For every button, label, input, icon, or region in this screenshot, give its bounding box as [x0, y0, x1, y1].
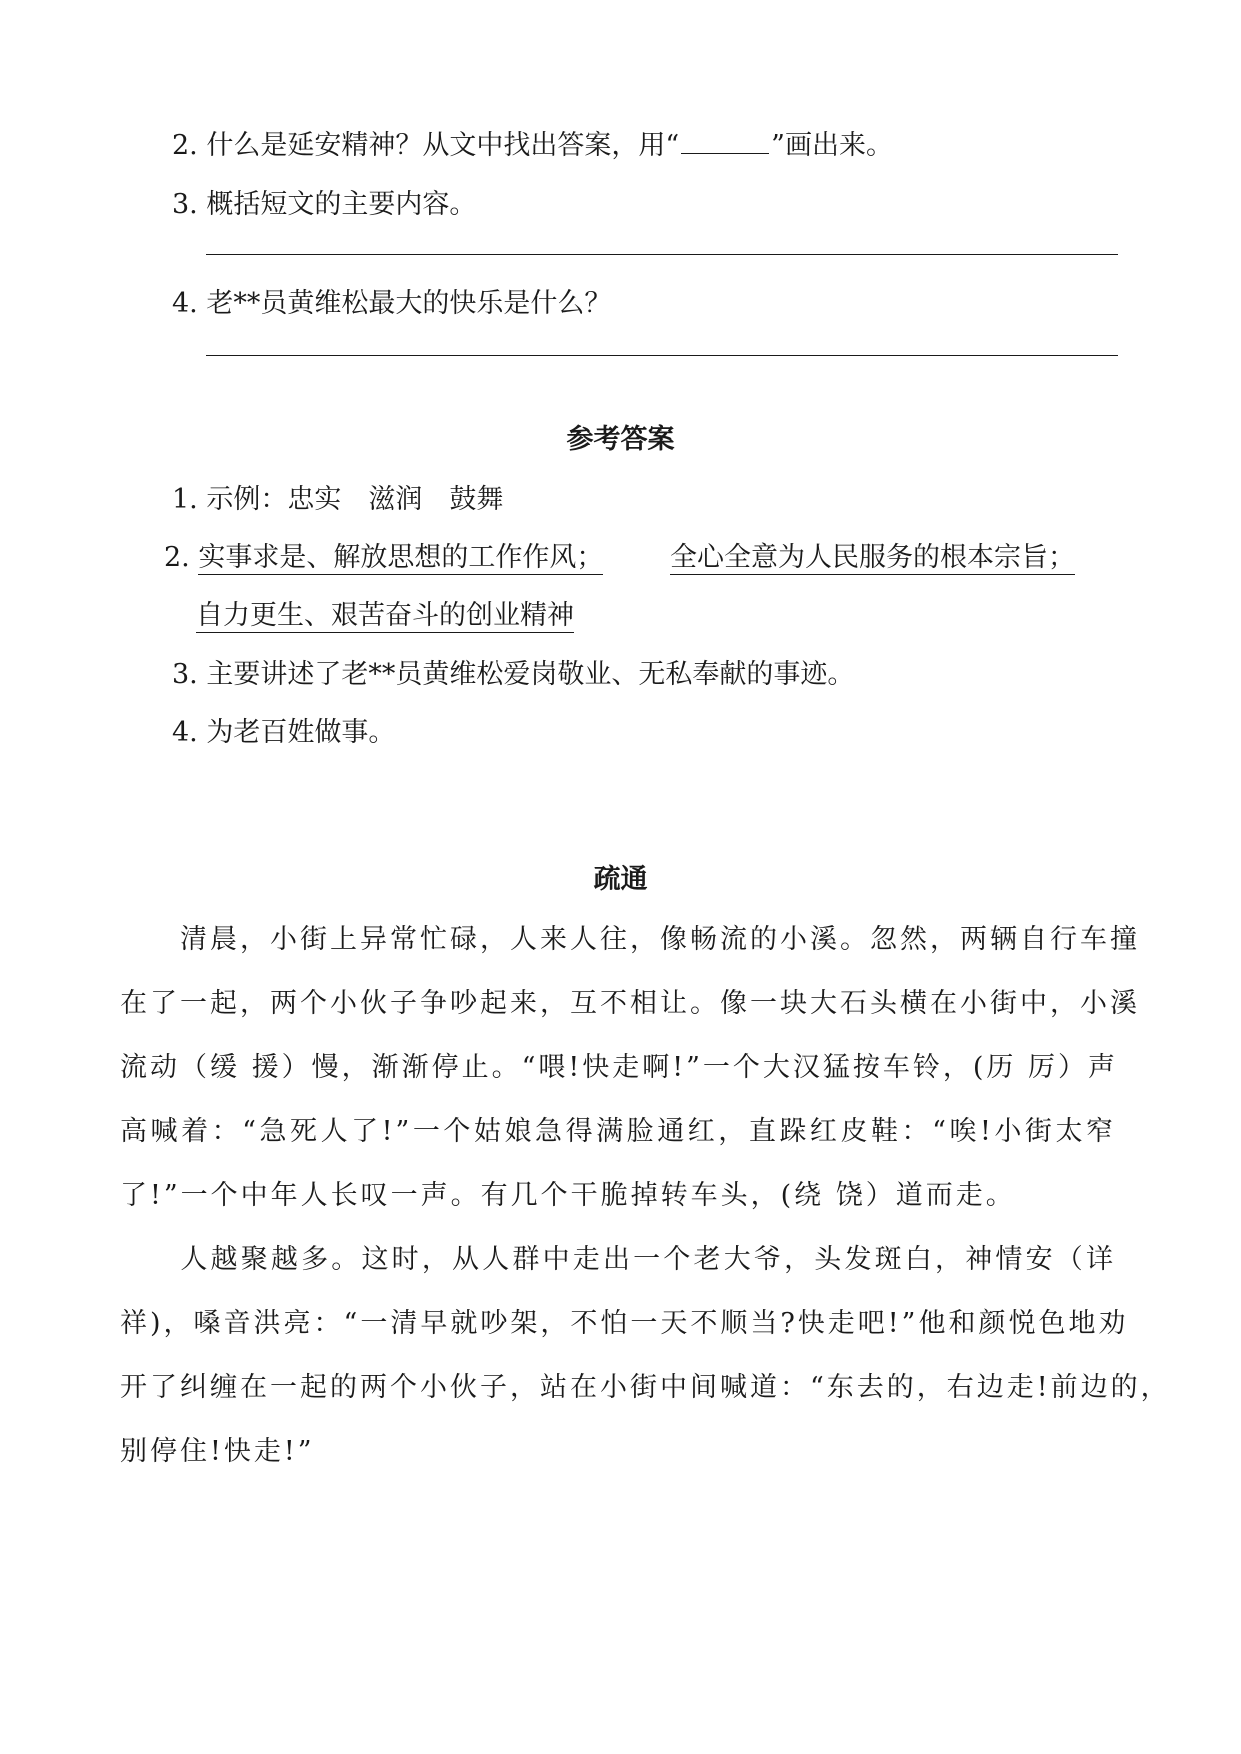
answer-1: 1. 示例：忠实 滋润 鼓舞 [172, 484, 504, 515]
answer-line-q4 [206, 355, 1118, 356]
paragraph-2-line: 人越聚越多。这时，从人群中走出一个老大爷，头发斑白，神情安（详 [120, 1244, 1116, 1275]
question-2-suffix: ”画出来。 [771, 130, 893, 161]
paragraph-1-line: 清晨，小街上异常忙碌，人来人往，像畅流的小溪。忽然，两辆自行车撞 [120, 924, 1140, 955]
answer-2-part-1: 实事求是、解放思想的工作作风； [198, 542, 604, 573]
paragraph-2-line: 祥)，嗓音洪亮：“一清早就吵架，不怕一天不顺当?快走吧!”他和颜悦色地劝 [120, 1308, 1129, 1339]
paragraph-1-line: 在了一起，两个小伙子争吵起来，互不相让。像一块大石头横在小街中，小溪 [120, 988, 1140, 1019]
passage-paragraph-1 [120, 908, 1140, 1228]
answer-2-number: 2. [164, 542, 190, 573]
answer-line-q3 [206, 254, 1118, 255]
paragraph-1-line: 高喊着：“急死人了!”一个姑娘急得满脸通红，直跺红皮鞋：“唉!小街太窄 [120, 1116, 1116, 1147]
answer-3: 3. 主要讲述了老**员黄维松爱岗敬业、无私奉献的事迹。 [172, 659, 855, 690]
answer-2-part-2: 全心全意为人民服务的根本宗旨； [670, 542, 1075, 573]
answer-2-part-3-line [196, 596, 574, 636]
question-4: 4. 老**员黄维松最大的快乐是什么？ [172, 288, 612, 319]
answer-blank-line [681, 129, 769, 154]
paragraph-2-line: 开了纠缠在一起的两个小伙子，站在小街中间喊道：“东去的，右边走!前边的， [120, 1372, 1171, 1403]
answer-2-part-2-line [670, 538, 1075, 578]
question-2-prefix: 2. 什么是延安精神？从文中找出答案，用“ [172, 130, 680, 161]
answer-key-title: 参考答案 [566, 424, 675, 455]
answer-2 [164, 538, 603, 578]
passage-title: 疏通 [593, 864, 648, 895]
question-3: 3. 概括短文的主要内容。 [172, 189, 477, 220]
question-2 [172, 126, 893, 166]
paragraph-1-line: 了!”一个中年人长叹一声。有几个干脆掉转车头，(绕 饶）道而走。 [120, 1180, 1016, 1211]
answer-4: 4. 为老百姓做事。 [172, 717, 396, 748]
paragraph-1-line: 流动（缓 援）慢，渐渐停止。“喂!快走啊!”一个大汉猛按车铃，(历 厉）声 [120, 1052, 1119, 1083]
answer-2-part-3: 自力更生、艰苦奋斗的创业精神 [196, 600, 574, 631]
passage-paragraph-2 [120, 1228, 1171, 1484]
paragraph-2-line: 别停住!快走!” [120, 1436, 315, 1467]
